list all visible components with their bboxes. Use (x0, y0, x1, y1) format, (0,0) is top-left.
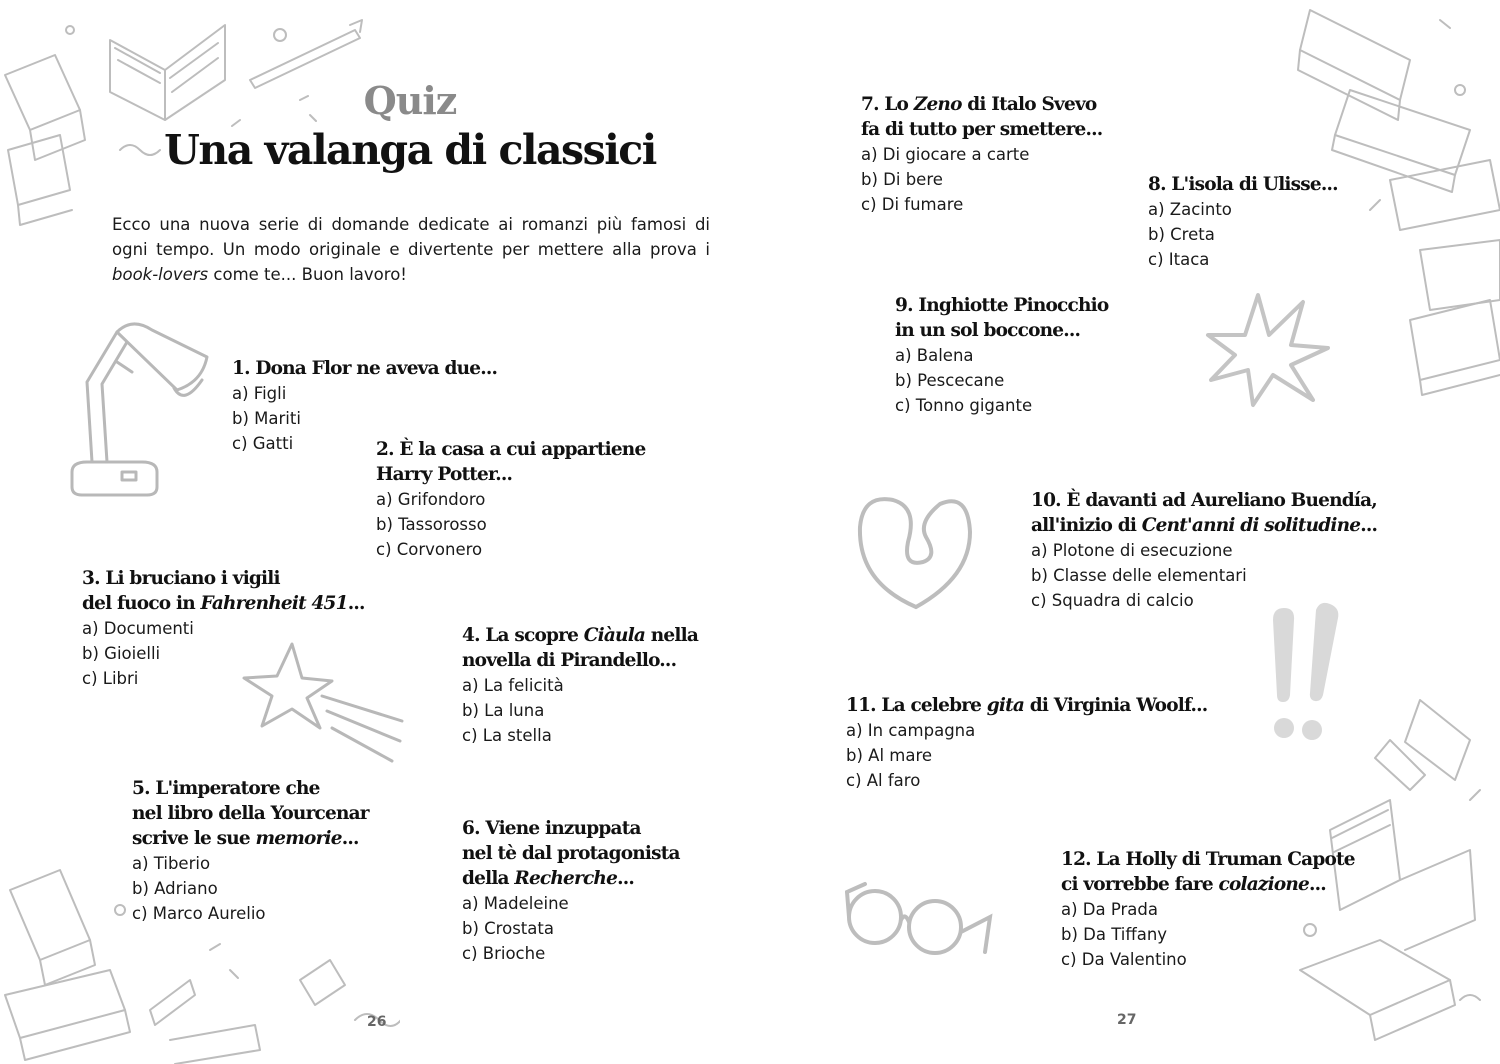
question-3-title-line-1: 3. Li bruciano i vigili (82, 568, 280, 589)
question-10-text: all'inizio di (1031, 515, 1142, 536)
question-4-options (462, 673, 698, 748)
question-6-text: della (462, 868, 515, 889)
question-5-title-line-3 (132, 826, 369, 851)
answer-option: a) Da Prada (1061, 900, 1158, 919)
question-8 (1148, 172, 1338, 272)
question-5-text: scrive le sue (132, 828, 256, 849)
page-number-left: 26 (367, 1014, 387, 1030)
quiz-kicker: Quiz (363, 78, 457, 123)
intro-emphasis: book-lovers (112, 265, 209, 284)
question-12-emphasis: colazione (1218, 874, 1309, 895)
answer-option: c) Da Valentino (1061, 950, 1187, 969)
question-3-text: del fuoco in (82, 593, 201, 614)
question-3-ellipsis: ... (347, 593, 365, 614)
question-10-options (1031, 538, 1377, 613)
question-8-options (1148, 197, 1338, 272)
question-5 (132, 776, 369, 926)
answer-option: b) Mariti (232, 409, 301, 428)
exclamation-icon (1268, 600, 1348, 750)
question-6-title-line-1: 6. Viene inzuppata (462, 818, 641, 839)
answer-option: a) Documenti (82, 619, 194, 638)
question-3-emphasis: Fahrenheit 451 (200, 593, 348, 614)
question-1-title: 1. Dona Flor ne aveva due... (232, 358, 498, 379)
question-3-options (82, 616, 365, 691)
question-12-text: ci vorrebbe fare (1061, 874, 1219, 895)
question-4 (462, 623, 698, 748)
page-number-right: 27 (1117, 1012, 1137, 1028)
question-6-title-line-3 (462, 866, 680, 891)
answer-option: a) Zacinto (1148, 200, 1232, 219)
answer-option: b) Adriano (132, 879, 218, 898)
answer-option: a) In campagna (846, 721, 976, 740)
question-7-options (861, 142, 1102, 217)
answer-option: b) Creta (1148, 225, 1215, 244)
answer-option: b) Pescecane (895, 371, 1005, 390)
question-2-options (376, 487, 645, 562)
glasses-icon (845, 862, 995, 972)
right-page (750, 0, 1500, 1064)
question-9-options (895, 343, 1108, 418)
question-9-title-line-1: 9. Inghiotte Pinocchio (895, 295, 1109, 316)
answer-option: b) Gioielli (82, 644, 161, 663)
heart-icon (848, 482, 978, 622)
question-7-title-line-1 (861, 92, 1102, 117)
answer-option: b) Di bere (861, 170, 943, 189)
question-7-text: 7. Lo (861, 94, 914, 115)
question-4-text-end: nella (645, 625, 699, 646)
question-10-title-line-1: 10. È davanti ad Aureliano Buendía, (1031, 490, 1377, 511)
question-11-emphasis: gita (986, 695, 1025, 716)
answer-option: c) Brioche (462, 944, 546, 963)
question-12 (1061, 847, 1355, 972)
question-11-text-end: di Virginia Woolf... (1024, 695, 1208, 716)
answer-option: c) Di fumare (861, 195, 964, 214)
question-4-title-line-2: novella di Pirandello... (462, 650, 677, 671)
answer-option: c) Libri (82, 669, 139, 688)
question-5-title-line-1: 5. L'imperatore che (132, 778, 320, 799)
question-2 (376, 437, 645, 562)
question-6-emphasis: Recherche (514, 868, 618, 889)
question-7-emphasis: Zeno (913, 94, 962, 115)
question-4-title-line-1 (462, 623, 698, 648)
answer-option: a) Grifondoro (376, 490, 486, 509)
question-12-ellipsis: ... (1309, 874, 1326, 895)
answer-option: a) Tiberio (132, 854, 211, 873)
answer-option: b) Tassorosso (376, 515, 487, 534)
answer-option: b) Da Tiffany (1061, 925, 1168, 944)
answer-option: b) Al mare (846, 746, 933, 765)
page-title: Una valanga di classici (164, 126, 656, 174)
answer-option: b) Crostata (462, 919, 554, 938)
question-11-options (846, 718, 1207, 793)
question-2-title-line-1: 2. È la casa a cui appartiene (376, 439, 646, 460)
question-9 (895, 293, 1108, 418)
answer-option: c) Tonno gigante (895, 396, 1033, 415)
question-5-ellipsis: ... (341, 828, 359, 849)
question-9-title-line-2: in un sol boccone... (895, 320, 1081, 341)
question-10-ellipsis: ... (1360, 515, 1378, 536)
question-6-options (462, 891, 680, 966)
intro-paragraph (112, 212, 710, 287)
question-5-title-line-2: nel libro della Yourcenar (132, 803, 369, 824)
answer-option: a) Balena (895, 346, 974, 365)
answer-option: c) Corvonero (376, 540, 483, 559)
question-11-text: 11. La celebre (846, 695, 987, 716)
answer-option: c) La stella (462, 726, 552, 745)
answer-option: a) La felicità (462, 676, 564, 695)
answer-option: c) Al faro (846, 771, 921, 790)
question-5-emphasis: memorie (255, 828, 342, 849)
question-4-text: 4. La scopre (462, 625, 584, 646)
question-6 (462, 816, 680, 966)
question-11-title (846, 693, 1207, 718)
answer-option: a) Plotone di esecuzione (1031, 541, 1233, 560)
question-4-emphasis: Ciàula (583, 625, 646, 646)
intro-text-1: Ecco una nuova serie di domande dedicate ai romanzi più famosi di ogni tempo. Un modo originale e divertente per mettere alla prova i (112, 215, 710, 259)
answer-option: c) Gatti (232, 434, 294, 453)
answer-option: b) Classe delle elementari (1031, 566, 1247, 585)
answer-option: c) Itaca (1148, 250, 1210, 269)
question-10-emphasis: Cent'anni di solitudine (1141, 515, 1361, 536)
question-2-title-line-2: Harry Potter... (376, 464, 513, 485)
answer-option: a) Di giocare a carte (861, 145, 1030, 164)
answer-option: a) Figli (232, 384, 287, 403)
question-10 (1031, 488, 1377, 613)
answer-option: c) Squadra di calcio (1031, 591, 1194, 610)
question-3 (82, 566, 365, 691)
question-12-title-line-1: 12. La Holly di Truman Capote (1061, 849, 1355, 870)
intro-text-2: come te... Buon lavoro! (208, 265, 407, 284)
question-12-options (1061, 897, 1355, 972)
question-8-title: 8. L'isola di Ulisse... (1148, 174, 1338, 195)
answer-option: a) Madeleine (462, 894, 569, 913)
question-7 (861, 92, 1102, 217)
question-12-title-line-2 (1061, 872, 1355, 897)
starburst-icon (1203, 290, 1333, 410)
question-11 (846, 693, 1207, 793)
question-7-text-end: di Italo Svevo (961, 94, 1097, 115)
question-3-title-line-2 (82, 591, 365, 616)
answer-option: c) Marco Aurelio (132, 904, 266, 923)
question-6-title-line-2: nel tè dal protagonista (462, 843, 680, 864)
question-7-title-line-2: fa di tutto per smettere... (861, 119, 1103, 140)
desk-lamp-icon (62, 312, 217, 502)
question-10-title-line-2 (1031, 513, 1377, 538)
answer-option: b) La luna (462, 701, 545, 720)
question-6-ellipsis: ... (617, 868, 634, 889)
question-5-options (132, 851, 369, 926)
